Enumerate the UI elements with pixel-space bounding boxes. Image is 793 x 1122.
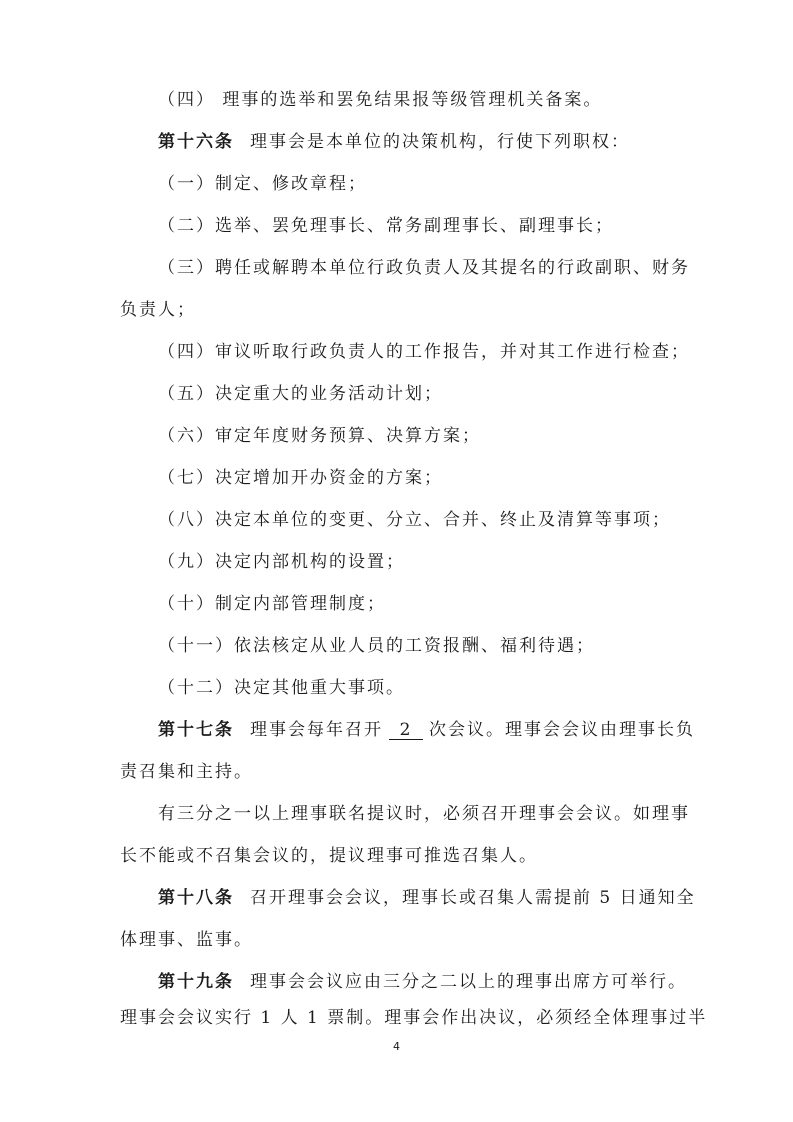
article-17-post: 次会议。理事会会议由理事长负 bbox=[429, 720, 695, 740]
list-item-1: （一）制定、修改章程； bbox=[158, 174, 367, 194]
article-19-heading: 第十九条 bbox=[158, 972, 234, 992]
article-18-continued: 体理事、监事。 bbox=[120, 930, 253, 950]
article-18-heading: 第十八条 bbox=[158, 888, 234, 908]
article-16-text: 理事会是本单位的决策机构，行使下列职权： bbox=[250, 132, 630, 152]
list-item-4: （四）审议听取行政负责人的工作报告，并对其工作进行检查； bbox=[158, 342, 690, 362]
list-item-6: （六）审定年度财务预算、决算方案； bbox=[158, 426, 481, 446]
article-17-heading: 第十七条 bbox=[158, 720, 234, 740]
list-item-2: （二）选举、罢免理事长、常务副理事长、副理事长； bbox=[158, 216, 614, 236]
list-item-8: （八）决定本单位的变更、分立、合并、终止及清算等事项； bbox=[158, 510, 671, 530]
article-18 bbox=[158, 886, 696, 910]
article-19-continued: 理事会会议实行 1 人 1 票制。理事会作出决议，必须经全体理事过半 bbox=[120, 1008, 708, 1028]
list-item-3: （三）聘任或解聘本单位行政负责人及其提名的行政副职、财务 bbox=[158, 258, 690, 278]
list-item-7: （七）决定增加开办资金的方案； bbox=[158, 468, 443, 488]
article-16 bbox=[158, 130, 680, 154]
article-18-text: 召开理事会会议，理事长或召集人需提前 5 日通知全 bbox=[250, 888, 696, 908]
list-item-9: （九）决定内部机构的设置； bbox=[158, 552, 405, 572]
article-19-text: 理事会会议应由三分之二以上的理事出席方可举行。 bbox=[250, 972, 687, 992]
paragraph-proposal-continued: 长不能或不召集会议的，提议理事可推选召集人。 bbox=[120, 846, 538, 866]
paragraph-item-four: （四） 理事的选举和罢免结果报等级管理机关备案。 bbox=[158, 90, 603, 110]
article-17-pre: 理事会每年召开 bbox=[250, 720, 383, 740]
paragraph-proposal: 有三分之一以上理事联名提议时，必须召开理事会会议。如理事 bbox=[158, 804, 690, 824]
page-number: 4 bbox=[393, 1040, 400, 1053]
article-17 bbox=[158, 718, 695, 742]
list-item-12: （十二）决定其他重大事项。 bbox=[158, 678, 405, 698]
article-17-continued: 责召集和主持。 bbox=[120, 762, 253, 782]
list-item-10: （十）制定内部管理制度； bbox=[158, 594, 386, 614]
article-16-heading: 第十六条 bbox=[158, 132, 234, 152]
article-19 bbox=[158, 970, 687, 994]
list-item-5: （五）决定重大的业务活动计划； bbox=[158, 384, 443, 404]
list-item-3-continued: 负责人； bbox=[120, 300, 196, 320]
list-item-11: （十一）依法核定从业人员的工资报酬、福利待遇； bbox=[158, 636, 595, 656]
meeting-count-value: 2 bbox=[389, 721, 423, 740]
